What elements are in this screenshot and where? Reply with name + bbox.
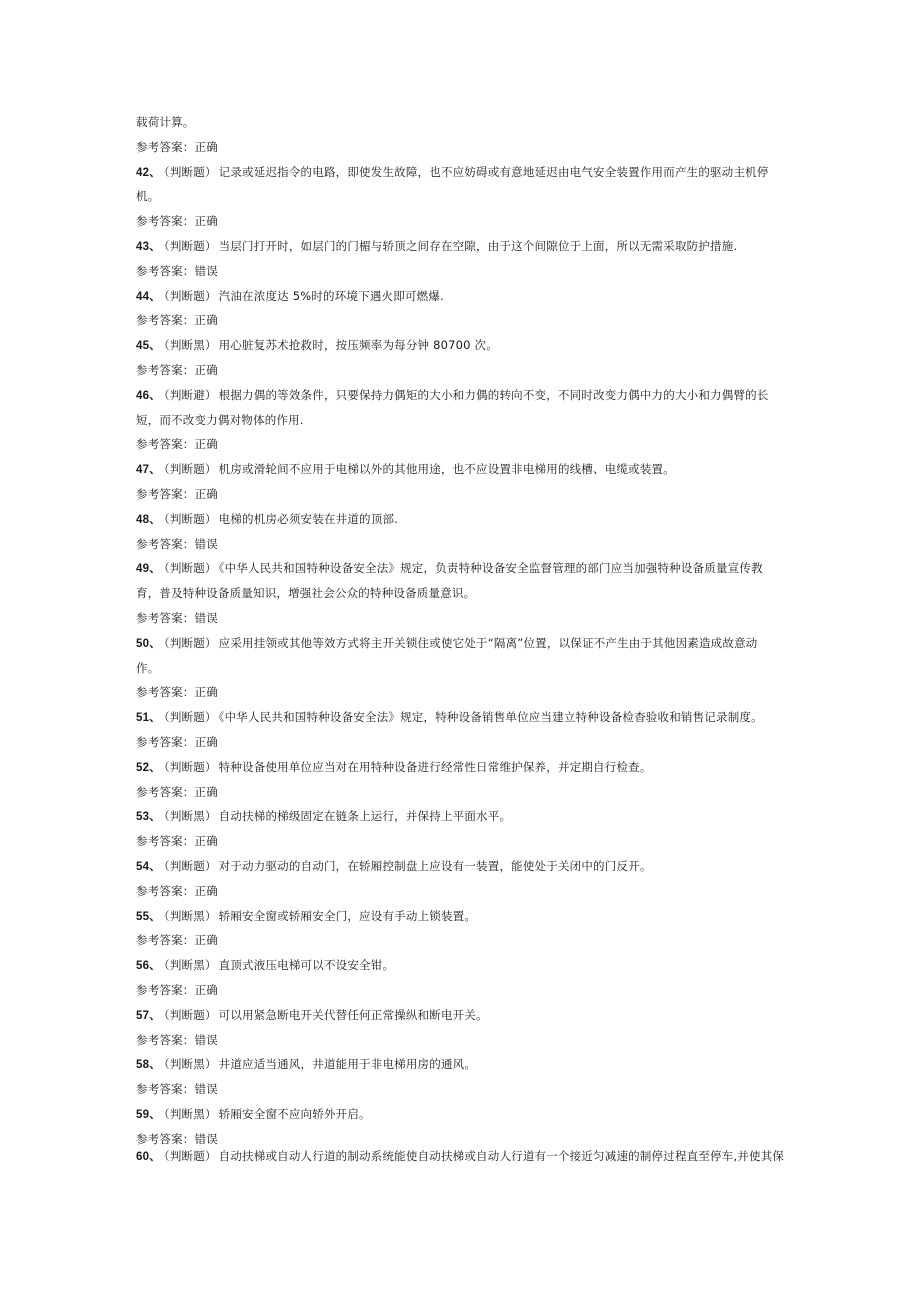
answer-line (136, 536, 796, 552)
answer-label: 参考答案： (136, 1032, 195, 1047)
answer-line (136, 1032, 796, 1048)
question-number: 56、 (136, 960, 161, 973)
question-type: （判断黑） (163, 809, 217, 824)
answer-value: 错误 (194, 1131, 218, 1146)
question-number: 47、 (136, 464, 161, 477)
answer-line (136, 312, 796, 328)
question-text: 育，普及特种设备质量知识，增强社会公众的特种设备质量意识。 (136, 586, 476, 601)
question-item (136, 858, 796, 875)
answer-value: 正确 (194, 784, 218, 799)
answer-value: 错误 (194, 1032, 218, 1047)
question-text: 对于动力驱动的自动门，在轿厢控制盘上应设有一装置，能使处于关闭中的门反开。 (218, 859, 652, 873)
question-text: 记录或延迟指令的电路，即使发生故障，也不应妨碍或有意地延迟由电气安全装置作用而产生的驱动主机停 (218, 164, 769, 179)
fragment-text-content: 载荷计算。 (136, 115, 195, 129)
question-number: 50、 (136, 637, 161, 650)
question-text: 汽油在浓度达 5%时的环境下遇火即可燃爆. (218, 288, 444, 303)
question-item (136, 709, 796, 726)
question-text: 直顶式液压电梯可以不设安全钳。 (218, 958, 395, 973)
answer-value: 正确 (194, 313, 218, 328)
answer-line (136, 362, 796, 378)
question-item (136, 461, 796, 478)
question-text: 轿厢安全窗或轿厢安全门，应设有手动上锁装置。 (218, 908, 477, 923)
question-number: 52、 (136, 761, 161, 774)
answer-value: 错误 (194, 611, 218, 625)
question-item (136, 808, 796, 825)
question-text: 电梯的机房必须安装在井道的顶部. (218, 511, 399, 526)
answer-line (136, 139, 796, 155)
question-type: （判断题） (163, 1007, 217, 1022)
question-text: 《中华人民共和国特种设备安全法》规定，特种设备销售单位应当建立特种设备检杳验收和销售记录制度。 (218, 710, 763, 725)
question-type: （判断黑） (163, 338, 217, 353)
answer-line (136, 734, 796, 750)
answer-label: 参考答案： (136, 883, 195, 898)
answer-value: 正确 (194, 735, 218, 749)
answer-label: 参考答案： (136, 933, 195, 948)
answer-label: 参考答案： (136, 1131, 195, 1146)
answer-value: 错误 (194, 1082, 218, 1097)
question-type: （判断题） (163, 635, 217, 650)
question-number: 55、 (136, 910, 161, 923)
question-type: （判断黑） (163, 958, 217, 973)
answer-label: 参考答案： (136, 437, 195, 452)
answer-label: 参考答案： (136, 487, 195, 501)
question-type: （判断题） (163, 239, 217, 253)
question-item (136, 635, 796, 652)
answer-label: 参考答案： (136, 611, 195, 625)
question-text: 自动扶梯或自动人行道的制动系统能使自动扶梯或自动人行道有一个接近匀减速的制停过程直至停车,并使其保 (218, 1148, 785, 1163)
question-number: 42、 (136, 166, 161, 179)
question-text: 机。 (136, 189, 160, 204)
answer-line (136, 784, 796, 800)
question-item (136, 337, 796, 354)
question-number: 45、 (136, 340, 161, 353)
fragment-text (136, 114, 796, 130)
question-number: 49、 (136, 563, 161, 576)
answer-value: 正确 (194, 437, 218, 452)
question-text: 机房或滑轮间不应用于电梯以外的其他用途，也不应设置非电梯用的线槽、电缆或装置。 (218, 462, 675, 477)
question-number: 59、 (136, 1109, 161, 1121)
answer-value: 正确 (194, 933, 218, 948)
answer-label: 参考答案： (136, 363, 195, 377)
answer-value: 正确 (194, 983, 218, 997)
question-text: 短，而不改变力偶对物体的作用. (136, 412, 304, 427)
question-item (136, 1148, 796, 1165)
question-type: （判断黑） (163, 1107, 217, 1121)
answer-line (136, 263, 796, 279)
answer-line (136, 610, 796, 626)
question-text: 用心脏复苏术抢救时，按压频率为每分钟 80700 次。 (218, 338, 498, 353)
answer-value: 正确 (194, 139, 218, 154)
answer-line (136, 883, 796, 899)
question-type: （判断题） (163, 1148, 217, 1163)
question-type: （判断题） (163, 759, 217, 774)
answer-label: 参考答案： (136, 735, 195, 749)
question-text: 根据力偶的等效条件，只要保持力偶矩的大小和力偶的转向不变，不同时改变力偶中力的大小和力偶臂的长 (218, 387, 769, 402)
question-type: （判断题） (163, 164, 217, 179)
answer-label: 参考答案： (136, 983, 195, 997)
question-item (136, 164, 796, 181)
answer-value: 错误 (194, 536, 218, 551)
answer-value: 正确 (194, 685, 218, 700)
answer-line (136, 982, 796, 998)
question-number: 58、 (136, 1059, 161, 1072)
question-text: 应采用挂领或其他等效方式将主开关锁住或使它处于“隔离”位置，以保证不产生由于其他因素造成故意动 (218, 635, 758, 650)
question-item (136, 511, 796, 528)
question-text: 可以用紧急断电开关代替任何正常操纵和断电开关。 (218, 1007, 488, 1022)
question-item (136, 1007, 796, 1024)
question-type: （判断黑） (163, 1057, 217, 1072)
question-number: 51、 (136, 712, 161, 725)
question-type: （判断题） (163, 561, 217, 576)
question-item (136, 759, 796, 776)
question-text: 当层门打开时，如层门的门楣与轿顶之间存在空隙，由于这个间隙位于上面，所以无需采取防护措施. (218, 239, 738, 253)
question-text: 作。 (136, 660, 160, 675)
question-item (136, 560, 796, 577)
answer-line (136, 932, 796, 948)
question-item (136, 288, 796, 305)
answer-label: 参考答案： (136, 536, 195, 551)
answer-line (136, 833, 796, 849)
answer-value: 正确 (194, 883, 218, 898)
answer-value: 正确 (194, 834, 218, 849)
question-item (136, 387, 796, 404)
question-item (136, 1056, 796, 1073)
answer-label: 参考答案： (136, 214, 195, 229)
answer-label: 参考答案： (136, 1082, 195, 1097)
question-text: 轿厢安全窗不应向轿外开启。 (218, 1107, 371, 1121)
question-number: 60、 (136, 1150, 161, 1163)
answer-line (136, 1081, 796, 1097)
answer-label: 参考答案： (136, 834, 195, 849)
answer-line (136, 1131, 796, 1147)
answer-value: 错误 (194, 263, 218, 278)
question-text: 井道应适当通风，井道能用于非电梯用房的通风。 (218, 1057, 477, 1072)
answer-label: 参考答案： (136, 685, 195, 700)
answer-label: 参考答案： (136, 263, 195, 278)
question-item (136, 238, 796, 255)
answer-value: 正确 (194, 487, 218, 501)
question-continuation (136, 660, 796, 676)
question-type: （判断题） (163, 288, 217, 303)
question-number: 48、 (136, 513, 161, 526)
question-number: 54、 (136, 861, 161, 873)
question-text: 《中华人民共和国特种设备安全法》规定，负责特种设备安全监督管理的部门应当加强特种设备质量宣传教 (218, 561, 763, 576)
question-number: 43、 (136, 241, 161, 253)
answer-value: 正确 (194, 214, 218, 229)
question-type: （判断避） (163, 387, 217, 402)
question-type: （判断题） (163, 710, 217, 725)
answer-label: 参考答案： (136, 313, 195, 328)
question-continuation (136, 412, 796, 428)
answer-line (136, 436, 796, 452)
question-continuation (136, 585, 796, 601)
question-item (136, 1106, 796, 1123)
answer-label: 参考答案： (136, 139, 195, 154)
question-text: 特种设备使用单位应当对在用特种设备进行经常性日常维护保养，并定期自行检查。 (218, 759, 652, 774)
answer-label: 参考答案： (136, 784, 195, 799)
question-type: （判断题） (163, 462, 217, 477)
question-type: （判断黑） (163, 908, 217, 923)
question-number: 44、 (136, 290, 161, 303)
question-text: 自动扶梯的梯级固定在链条上运行，并保持上平面水平。 (218, 809, 512, 824)
question-type: （判断题） (163, 511, 217, 526)
question-number: 57、 (136, 1009, 161, 1022)
answer-line (136, 684, 796, 700)
answer-value: 正确 (194, 363, 218, 377)
answer-line (136, 486, 796, 502)
question-number: 53、 (136, 811, 161, 824)
question-item (136, 957, 796, 974)
question-type: （判断题） (163, 859, 217, 873)
question-item (136, 908, 796, 925)
question-number: 46、 (136, 389, 161, 402)
question-continuation (136, 188, 796, 204)
answer-line (136, 213, 796, 229)
